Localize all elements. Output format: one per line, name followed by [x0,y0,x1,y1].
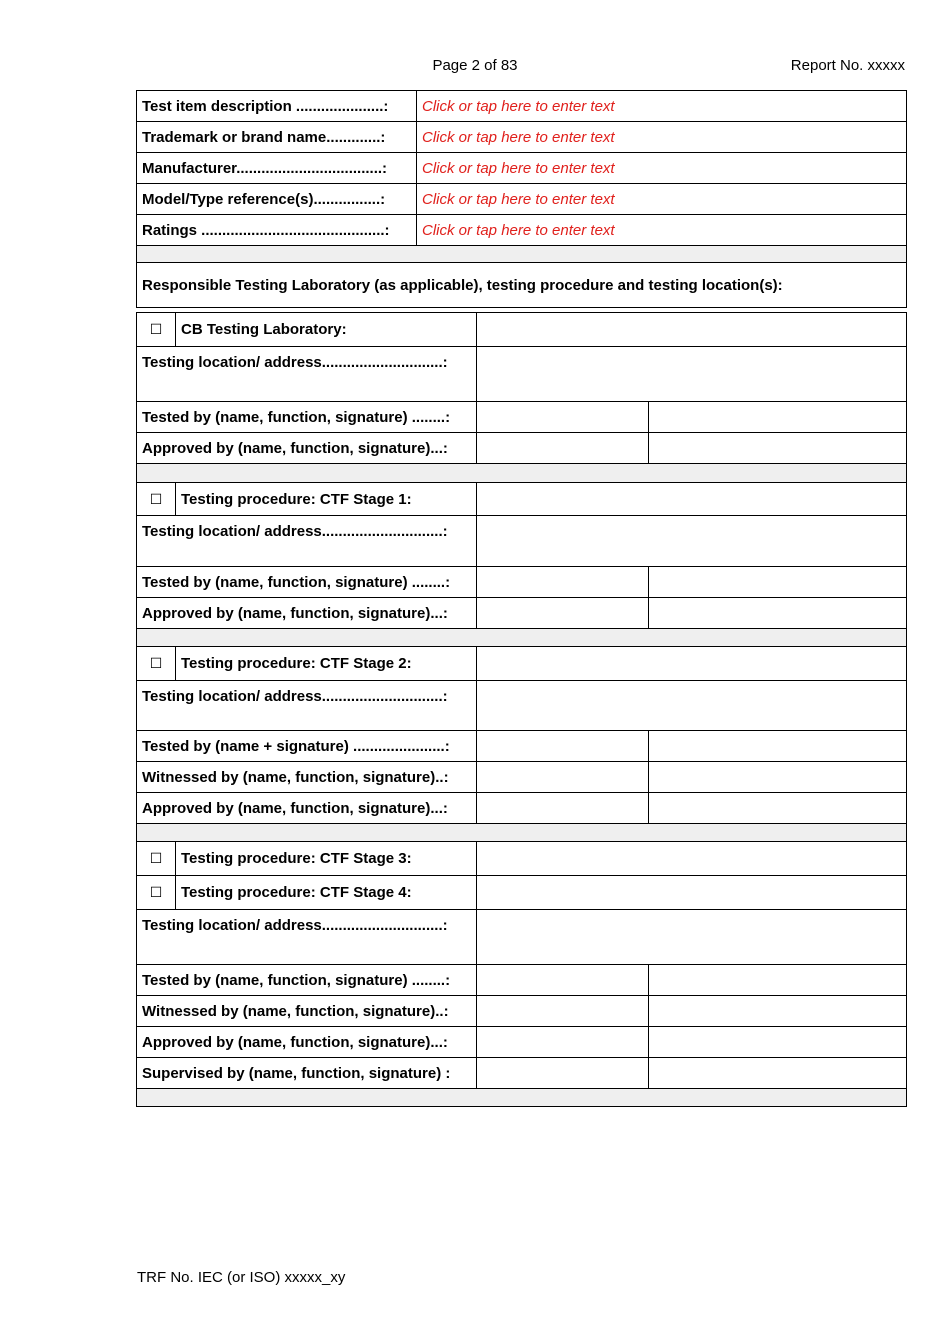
field-label: Witnessed by (name, function, signature)..: [137,762,477,793]
table-row [137,153,907,184]
stage2-approved-signature-input[interactable] [649,793,907,824]
stage1-tested-name-input[interactable] [477,567,649,598]
table-row [137,402,907,433]
table-row [137,184,907,215]
trademark-input[interactable]: Click or tap here to enter text [417,122,907,153]
table-row [137,122,907,153]
cb-approved-name-input[interactable] [477,433,649,464]
stage34-witnessed-signature-input[interactable] [649,996,907,1027]
table-row [137,1058,907,1089]
field-label: Manufacturer...................................: [137,153,417,184]
section-title: CB Testing Laboratory: [176,313,477,347]
field-label: Testing location/ address.............................: [137,347,477,402]
field-label: Trademark or brand name.............: [137,122,417,153]
stage34-approved-signature-input[interactable] [649,1027,907,1058]
table-row [137,598,907,629]
field-label: Ratings ............................................: [137,215,417,246]
section-title: Testing procedure: CTF Stage 2: [176,647,477,681]
stage2-tested-name-input[interactable] [477,731,649,762]
field-label: Approved by (name, function, signature)...: [137,793,477,824]
field-label: Approved by (name, function, signature)...: [137,433,477,464]
field-label: Approved by (name, function, signature)...: [137,1027,477,1058]
stage34-witnessed-name-input[interactable] [477,996,649,1027]
stage34-supervised-signature-input[interactable] [649,1058,907,1089]
section-title: Testing procedure: CTF Stage 3: [176,842,477,876]
stage2-input[interactable] [477,647,907,681]
stage2-checkbox[interactable]: ☐ [137,647,176,681]
cb-lab-checkbox[interactable]: ☐ [137,313,176,347]
stage34-location-input[interactable] [477,910,907,965]
section-title: Testing procedure: CTF Stage 1: [176,483,477,516]
test-item-description-input[interactable]: Click or tap here to enter text [417,91,907,122]
table-row [137,1027,907,1058]
page-number: Page 2 of 83 [432,57,518,74]
table-row [137,263,907,308]
table-row [137,347,907,402]
table-row [137,910,907,965]
stage34-approved-name-input[interactable] [477,1027,649,1058]
table-row [137,567,907,598]
cb-location-input[interactable] [477,347,907,402]
table-row [137,996,907,1027]
stage2-tested-signature-input[interactable] [649,731,907,762]
field-label: Witnessed by (name, function, signature)..: [137,996,477,1027]
stage34-tested-signature-input[interactable] [649,965,907,996]
stage2-approved-name-input[interactable] [477,793,649,824]
stage1-checkbox[interactable]: ☐ [137,483,176,516]
field-label: Tested by (name + signature) ......................: [137,731,477,762]
stage3-checkbox[interactable]: ☐ [137,842,176,876]
table-row [137,483,907,516]
field-label: Test item description .....................: [137,91,417,122]
stage2-location-input[interactable] [477,681,907,731]
stage4-checkbox[interactable]: ☐ [137,876,176,910]
separator-row [137,824,907,842]
separator-row [137,246,907,263]
stage3-input[interactable] [477,842,907,876]
field-label: Tested by (name, function, signature) ........: [137,567,477,598]
field-label: Supervised by (name, function, signature) : [137,1058,477,1089]
stage4-input[interactable] [477,876,907,910]
table-row [137,876,907,910]
table-row [137,681,907,731]
table-row [137,516,907,567]
table-row [137,215,907,246]
trf-number: TRF No. IEC (or ISO) xxxxx_xy [137,1269,346,1286]
field-label: Testing location/ address.............................: [137,910,477,965]
table-row [137,762,907,793]
cb-approved-signature-input[interactable] [649,433,907,464]
separator-row [137,629,907,647]
stage1-input[interactable] [477,483,907,516]
table-row [137,731,907,762]
table-row [137,965,907,996]
cb-tested-name-input[interactable] [477,402,649,433]
report-number: Report No. xxxxx [790,57,905,74]
table-row [137,793,907,824]
stage1-tested-signature-input[interactable] [649,567,907,598]
manufacturer-input[interactable]: Click or tap here to enter text [417,153,907,184]
table-row [137,842,907,876]
field-label: Tested by (name, function, signature) ........: [137,965,477,996]
table-row [137,647,907,681]
table-row [137,433,907,464]
stage2-witnessed-signature-input[interactable] [649,762,907,793]
cb-lab-input[interactable] [477,313,907,347]
field-label: Testing location/ address.............................: [137,516,477,567]
responsible-heading: Responsible Testing Laboratory (as applicable), testing procedure and testing location(s): [137,263,907,308]
stage1-approved-name-input[interactable] [477,598,649,629]
stage1-approved-signature-input[interactable] [649,598,907,629]
field-label: Model/Type reference(s)................: [137,184,417,215]
separator-row [137,464,907,483]
ratings-input[interactable]: Click or tap here to enter text [417,215,907,246]
field-label: Approved by (name, function, signature)...: [137,598,477,629]
testing-locations-table [136,312,907,1107]
test-item-table [136,90,907,308]
section-title: Testing procedure: CTF Stage 4: [176,876,477,910]
table-row [137,91,907,122]
cb-tested-signature-input[interactable] [649,402,907,433]
stage2-witnessed-name-input[interactable] [477,762,649,793]
model-reference-input[interactable]: Click or tap here to enter text [417,184,907,215]
stage1-location-input[interactable] [477,516,907,567]
separator-row [137,1089,907,1107]
stage34-tested-name-input[interactable] [477,965,649,996]
field-label: Tested by (name, function, signature) ........: [137,402,477,433]
field-label: Testing location/ address.............................: [137,681,477,731]
stage34-supervised-name-input[interactable] [477,1058,649,1089]
table-row [137,313,907,347]
